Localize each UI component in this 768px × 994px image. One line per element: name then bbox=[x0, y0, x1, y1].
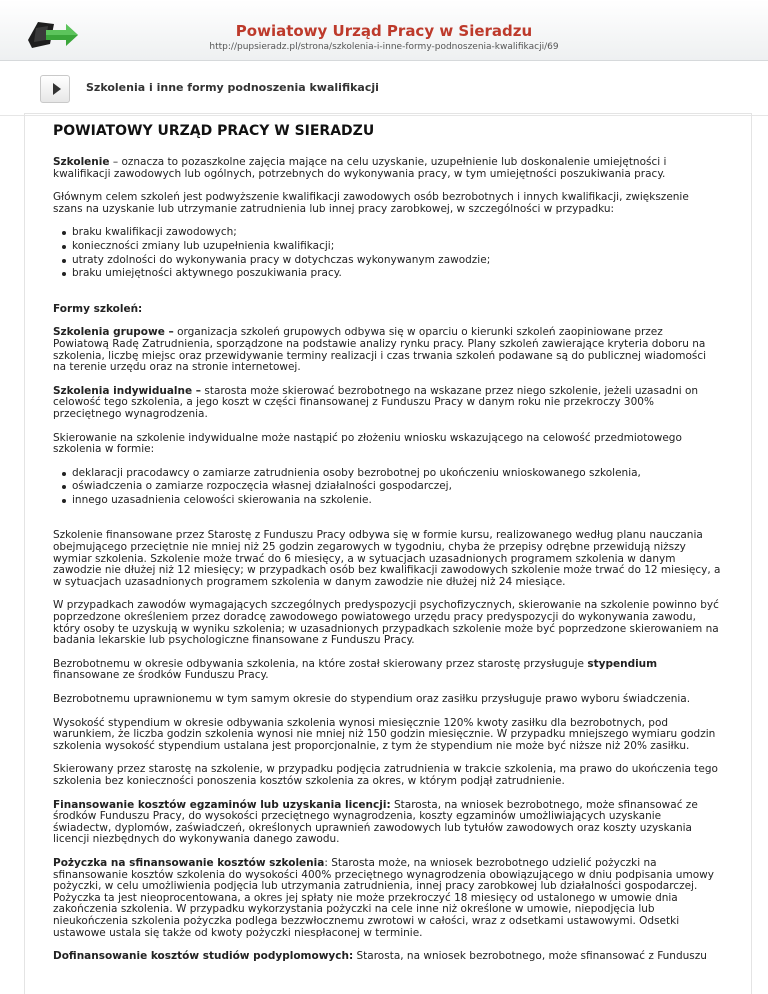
breadcrumb-title: Szkolenia i inne formy podnoszenia kwalifikacji bbox=[86, 81, 379, 94]
loan-text: : Starosta może, na wniosek bezrobotnego udzielić pożyczki na sfinansowanie kosztów szkolenia do wysokości 400% przeciętnego wynagrodzenia obowiązującego w dniu podpisania umowy pożyczki, w celu umożliwienia podjęcia lub utrzymania zatrudnienia, innej pracy zarobkowej lub działalności gospodarczej. Pożyczka ta jest nieoprocentowana, a okres jej spłaty nie może przekroczyć 18 miesięcy od ustalonego w umowie dnia zakończenia szkolenia. W przypadku wykorzystania pożyczki na cele inne niż określone w umowie, niepodjęcia lub nieukończenia szkolenia pożyczka podlega bezzwłocznemu zwrotowi w całości, wraz z odsetkami ustawowymi. Odsetki ustawowe ustala się także od kwoty pożyczki niespłaconej w terminie. bbox=[53, 856, 714, 939]
forms-heading bbox=[53, 304, 721, 316]
referral-paragraph: Skierowanie na szkolenie indywidualne może nastąpić po złożeniu wniosku wskazującego na celowość przedmiotowego szkolenia w formie: bbox=[53, 431, 682, 456]
postgrad-term: Dofinansowanie kosztów studiów podyplomowych: bbox=[53, 950, 354, 963]
stipend-term: stypendium bbox=[587, 657, 658, 670]
financed-paragraph: Szkolenie finansowane przez Starostę z Funduszu Pracy odbywa się w formie kursu, realizowanego według planu nauczania obejmującego przeciętnie nie mniej niż 25 godzin zegarowych w tygodniu, chyba że przepisy odrębne przewidują niższy wymiar szkolenia. Szkolenie może trwać do 6 miesięcy, a w sytuacjach uzasadnionych programem szkolenia w danym zawodzie nie dłużej niż 12 miesięcy; w przypadkach osób bez kwalifikacji zawodowych szkolenie może trwać do 12 miesięcy, a w sytuacjach uzasadnionych programem szkolenia w danym zawodzie nie dłużej niż 24 miesiące. bbox=[53, 529, 721, 588]
breadcrumb bbox=[0, 61, 768, 116]
list-item: innego uzasadnienia celowości skierowania na szkolenie. bbox=[65, 495, 721, 507]
stipend-paragraph bbox=[53, 659, 721, 682]
group-training-paragraph bbox=[53, 327, 721, 373]
loan-term: Pożyczka na sfinansowanie kosztów szkolenia bbox=[53, 856, 325, 869]
play-arrow-icon[interactable] bbox=[40, 75, 70, 103]
site-url[interactable]: http://pupsieradz.pl/strona/szkolenia-i-inne-formy-podnoszenia-kwalifikacji/69 bbox=[209, 42, 559, 52]
predisposition-paragraph: W przypadkach zawodów wymagających szczególnych predyspozycji psychofizycznych, skierowanie na szkolenie powinno być poprzedzone określeniem przez doradcę zawodowego powiatowego urzędu pracy predyspozycji do wykonywania zawodu, który osoby te uzyskują w wyniku szkolenia; w uzasadnionych przypadkach szkolenie może być poprzedzone skierowaniem na badania lekarskie lub psychologiczne finansowane z Funduszu Pracy. bbox=[53, 599, 719, 647]
exam-text: Starosta, na wniosek bezrobotnego, może sfinansować ze środków Funduszu Pracy, do wysokości przeciętnego wynagrodzenia, koszty egzaminów umożliwiających uzyskanie świadectw, dyplomów, zaświadczeń, określonych uprawnień zawodowych lub tytułów zawodowych oraz koszty uzyskania licencji niezbędnych do wykonywania danego zawodu. bbox=[53, 798, 698, 846]
amount-paragraph: Wysokość stypendium w okresie odbywania szkolenia wynosi miesięcznie 120% kwoty zasiłku dla bezrobotnych, pod warunkiem, że liczba godzin szkolenia wynosi nie mniej niż 150 godzin miesięcznie. W przypadku mniejszego wymiaru godzin szkolenia wysokość stypendium ustalana jest proporcjonalnie, z tym że stypendium nie może być niższe niż 20% zasiłku. bbox=[53, 716, 716, 752]
exam-term: Finansowanie kosztów egzaminów lub uzyskania licencji: bbox=[53, 798, 391, 811]
list-item: utraty zdolności do wykonywania pracy w dotychczas wykonywanym zawodzie; bbox=[65, 255, 721, 267]
stipend-text-b: finansowane ze środków Funduszu Pracy. bbox=[53, 669, 269, 682]
forms-heading-text: Formy szkoleń: bbox=[53, 302, 143, 315]
stipend-text-a: Bezrobotnemu w okresie odbywania szkolenia, na które został skierowany przez starostę przysługuje bbox=[53, 657, 588, 670]
postgrad-text: Starosta, na wniosek bezrobotnego, może sfinansować z Funduszu bbox=[353, 950, 707, 963]
term-szkolenie: Szkolenie bbox=[53, 156, 110, 168]
site-title: Powiatowy Urząd Pracy w Sieradzu bbox=[235, 22, 533, 40]
goal-paragraph: Głównym celem szkoleń jest podwyższenie kwalifikacji zawodowych osób bezrobotnych i innych kwalifikacji, zwiększenie szans na uzyskanie lub utrzymanie zatrudnienia lub innej pracy zarobkowej, w szczególności w przypadku: bbox=[53, 191, 689, 215]
pup-logo-icon[interactable] bbox=[24, 14, 80, 54]
choice-paragraph: Bezrobotnemu uprawnionemu w tym samym okresie do stypendium oraz zasiłku przysługuje prawo wyboru świadczenia. bbox=[53, 693, 691, 705]
list-item: konieczności zmiany lub uzupełnienia kwalifikacji; bbox=[65, 241, 721, 253]
exam-paragraph bbox=[53, 800, 721, 846]
individual-training-paragraph bbox=[53, 386, 721, 421]
loan-paragraph bbox=[53, 858, 721, 939]
list-item: deklaracji pracodawcy o zamiarze zatrudnienia osoby bezrobotnej po ukończeniu wnioskowanego szkolenia, bbox=[65, 468, 721, 480]
article-content bbox=[24, 113, 752, 994]
list-item: braku kwalifikacji zawodowych; bbox=[65, 227, 721, 239]
employment-paragraph: Skierowany przez starostę na szkolenie, w przypadku podjęcia zatrudnienia w trakcie szkolenia, ma prawo do ukończenia tego szkolenia bez konieczności ponoszenia kosztów szkolenia za okres, w którym podjął zatrudnienie. bbox=[53, 763, 718, 787]
group-training-term: Szkolenia grupowe – bbox=[53, 326, 174, 339]
site-header bbox=[0, 0, 768, 61]
group-training-text: organizacja szkoleń grupowych odbywa się w oparciu o kierunki szkoleń zaopiniowane przez Powiatową Radę Zatrudnienia, sporządzone na podstawie analizy rynku pracy. Plany szkoleń zawierające kryteria doboru na szkolenia, liczbę miejsc oraz przewidywanie terminy realizacji i czas trwania szkoleń podawane są do publicznej wiadomości na terenie urzędu oraz na stronie internetowej. bbox=[53, 326, 707, 374]
definition-paragraph bbox=[53, 157, 721, 180]
postgrad-paragraph bbox=[53, 951, 721, 963]
individual-training-text: starosta może skierować bezrobotnego na wskazane przez niego szkolenie, jeżeli uzasadni on celowość tego szkolenia, a jego koszt w części finansowanej z Funduszu Pracy w danym roku nie przekroczy 300% przeciętnego wynagrodzenia. bbox=[53, 384, 699, 420]
referral-list bbox=[53, 468, 721, 507]
page-title: POWIATOWY URZĄD PRACY W SIERADZU bbox=[53, 123, 375, 139]
reasons-list bbox=[53, 227, 721, 279]
list-item: oświadczenia o zamiarze rozpoczęcia własnej działalności gospodarczej, bbox=[65, 481, 721, 493]
definition-text: – oznacza to pozaszkolne zajęcia mające na celu uzyskanie, uzupełnienie lub doskonalenie umiejętności i kwalifikacji zawodowych lub ogólnych, potrzebnych do wykonywania pracy, w tym umiejętności poszukiwania pracy. bbox=[53, 156, 667, 180]
list-item: braku umiejętności aktywnego poszukiwania pracy. bbox=[65, 268, 721, 280]
individual-training-term: Szkolenia indywidualne – bbox=[53, 384, 202, 397]
